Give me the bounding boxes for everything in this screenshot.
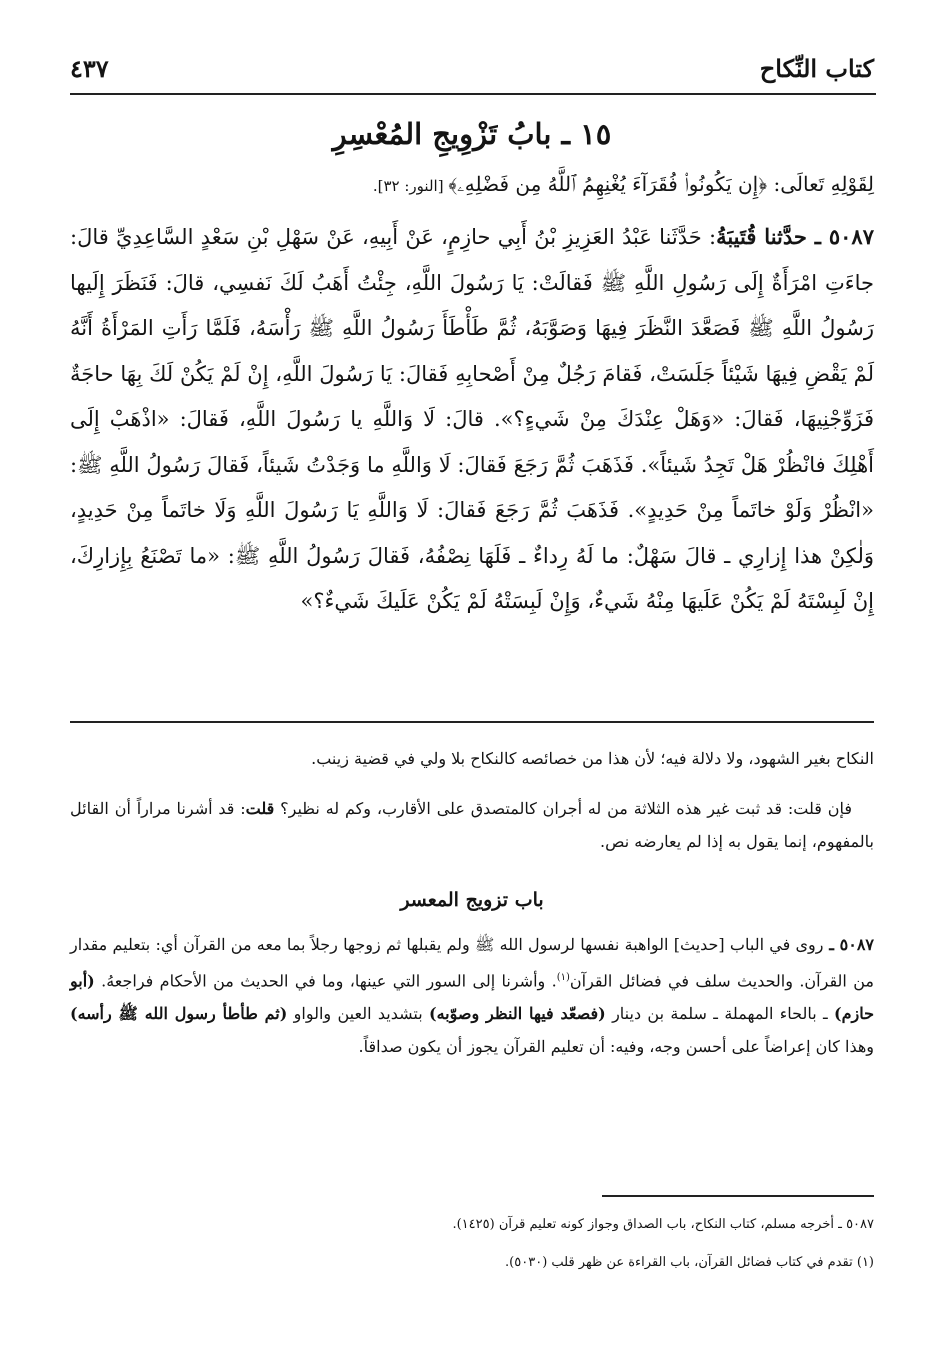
p3-text-d: بتشديد العين والواو bbox=[287, 1004, 430, 1024]
footnote-rule bbox=[602, 1195, 874, 1197]
header-rule bbox=[70, 93, 876, 95]
commentary-subheading: باب تزويج المعسر bbox=[400, 889, 544, 911]
footnote-1: ٥٠٨٧ ـ أخرجه مسلم، كتاب النكاح، باب الصداق وجواز كونه تعليم قرآن (١٤٢٥). bbox=[452, 1217, 874, 1232]
commentary-paragraph-3 bbox=[70, 928, 874, 1063]
commentary-paragraph-1: النكاح بغير الشهود، ولا دلالة فيه؛ لأن هذا من خصائصه كالنكاح بلا ولي في قضية زينب. bbox=[311, 749, 874, 768]
hadith-narrator: حدَّثنا قُتَيبَةُ bbox=[716, 224, 807, 249]
footnote-ref: (١) bbox=[556, 972, 570, 983]
p3-text-b: . وأشرنا إلى السور التي عينها، وما في الحديث من الأحكام فراجعهُ. bbox=[94, 971, 557, 991]
p3-bold-3: (ثم طأطأ رسول الله ﷺ رأسه) bbox=[70, 1004, 288, 1024]
p3-number: ٥٠٨٧ ـ bbox=[823, 935, 875, 954]
footnote-2: (١) تقدم في كتاب فضائل القرآن، باب القراءة عن ظهر قلب (٥٠٣٠). bbox=[505, 1255, 874, 1270]
quran-verse-line bbox=[70, 164, 874, 206]
hadith-body: : حَدَّثَنا عَبْدُ العَزِيزِ بْنُ أَبِي حازِمٍ، عَنْ أَبِيهِ، عَنْ سَهْلِ بْنِ سَعْدٍ السَّاعِدِيِّ قالَ: جاءَتِ امْرَأَةٌ إِلَى رَسُولِ اللَّهِ ﷺ فَقالَتْ: يَا رَسُولَ اللَّهِ، جِئْتُ أَهَبُ لَكَ نَفسِي، قالَ: فَنَظَرَ إِلَيها رَسُولُ اللَّهِ ﷺ فَصَعَّدَ النَّظَرَ فِيهَا وَصَوَّبَهُ، ثُمَّ طَأْطَأَ رَسُولُ اللَّهِ ﷺ رَأْسَهُ، فَلَمَّا رَأَتِ المَرْأَةُ أَنَّهُ لَمْ يَقْضِ فِيهَا شَيْئاً جَلَسَتْ، فَقامَ رَجُلٌ مِنْ أَصْحابِهِ فَقالَ: يَا رَسُولَ اللَّهِ، إِنْ لَمْ يَكُنْ لَكَ بِهَا حاجَةٌ فَزَوِّجْنِيهَا، فَقالَ: «وَهَلْ عِنْدَكَ مِنْ شَيءٍ؟». قالَ: لَا وَاللَّهِ يا رَسُولَ اللَّهِ، فَقالَ: «اذْهَبْ إِلَى أَهْلِكَ فانْظُرْ هَلْ تَجِدُ شَيئاً». فَذَهَبَ ثُمَّ رَجَعَ فَقالَ: لَا وَاللَّهِ ما وَجَدْتُ شَيئاً، فَقالَ رَسُولُ اللَّهِ ﷺ: «انْظُرْ وَلَوْ خاتَماً مِنْ حَدِيدٍ». فَذَهَبَ ثُمَّ رَجَعَ فَقالَ: لَا وَاللَّهِ يَا رَسُولَ اللَّهِ وَلَا خاتَماً مِنْ حَدِيدٍ، وَلٰكِنْ هذا إِزارِي ـ قالَ سَهْلٌ: ما لَهُ رِداءٌ ـ فَلَهَا نِصْفُهُ، فَقالَ رَسُولُ اللَّهِ ﷺ: «ما تَصْنَعُ بِإِزارِكَ، إِنْ لَبِسْتَهُ لَمْ يَكُنْ عَلَيهَا مِنْهُ شَيءٌ، وَإِنْ لَبِسَتْهُ لَمْ يَكُنْ عَلَيكَ شَيءٌ؟» bbox=[70, 225, 874, 613]
page-number: ٤٣٧ bbox=[70, 54, 109, 83]
commentary-paragraph-2 bbox=[70, 792, 874, 858]
p3-bold-1: (أبو حازم) bbox=[70, 971, 874, 1024]
commentary-divider bbox=[70, 721, 874, 723]
para2-keyword: قلت bbox=[245, 799, 275, 818]
p3-text-a: روى في الباب [حديث] الواهبة نفسها لرسول الله ﷺ ولم يقبلها ثم زوجها رجلاً بما معه من القرآن أي: بتعليم مقدار من القرآن. والحديث سلف في فضائل القرآن bbox=[70, 935, 874, 991]
p3-text-c: ـ بالحاء المهملة ـ سلمة بن دينار bbox=[605, 1004, 835, 1024]
p3-text-e: وهذا كان إعراضاً على أحسن وجه، وفيه: أن تعليم القرآن يجوز أن يكون صداقاً. bbox=[358, 1037, 874, 1057]
chapter-title: ١٥ ـ بابُ تَزْوِيجِ المُعْسِرِ bbox=[332, 117, 612, 151]
quran-verse: ﴿إِن يَكُونُوا۟ فُقَرَآءَ يُغْنِهِمُ ٱللَّهُ مِن فَضْلِهِۦ﴾ bbox=[448, 172, 768, 196]
quran-citation: [النور: ٣٢]. bbox=[372, 177, 449, 195]
para2-question: فإن قلت: قد ثبت غير هذه الثلاثة من له أجران كالمتصدق على الأقارب، وكم له نظير؟ bbox=[274, 799, 853, 818]
para2-answer: : قد أشرنا مراراً أن القائل بالمفهوم، إنما يقول به إذا لم يعارضه نص. bbox=[70, 799, 874, 851]
quran-intro: لِقَوْلِهِ تَعالَى: bbox=[767, 172, 874, 196]
hadith-number: ٥٠٨٧ ـ bbox=[806, 224, 874, 249]
p3-bold-2: (فصعّد فيها النظر وصوّبه) bbox=[429, 1004, 606, 1024]
hadith-text bbox=[70, 214, 874, 625]
running-header bbox=[70, 50, 874, 94]
book-title: كتاب النِّكاح bbox=[759, 54, 874, 83]
